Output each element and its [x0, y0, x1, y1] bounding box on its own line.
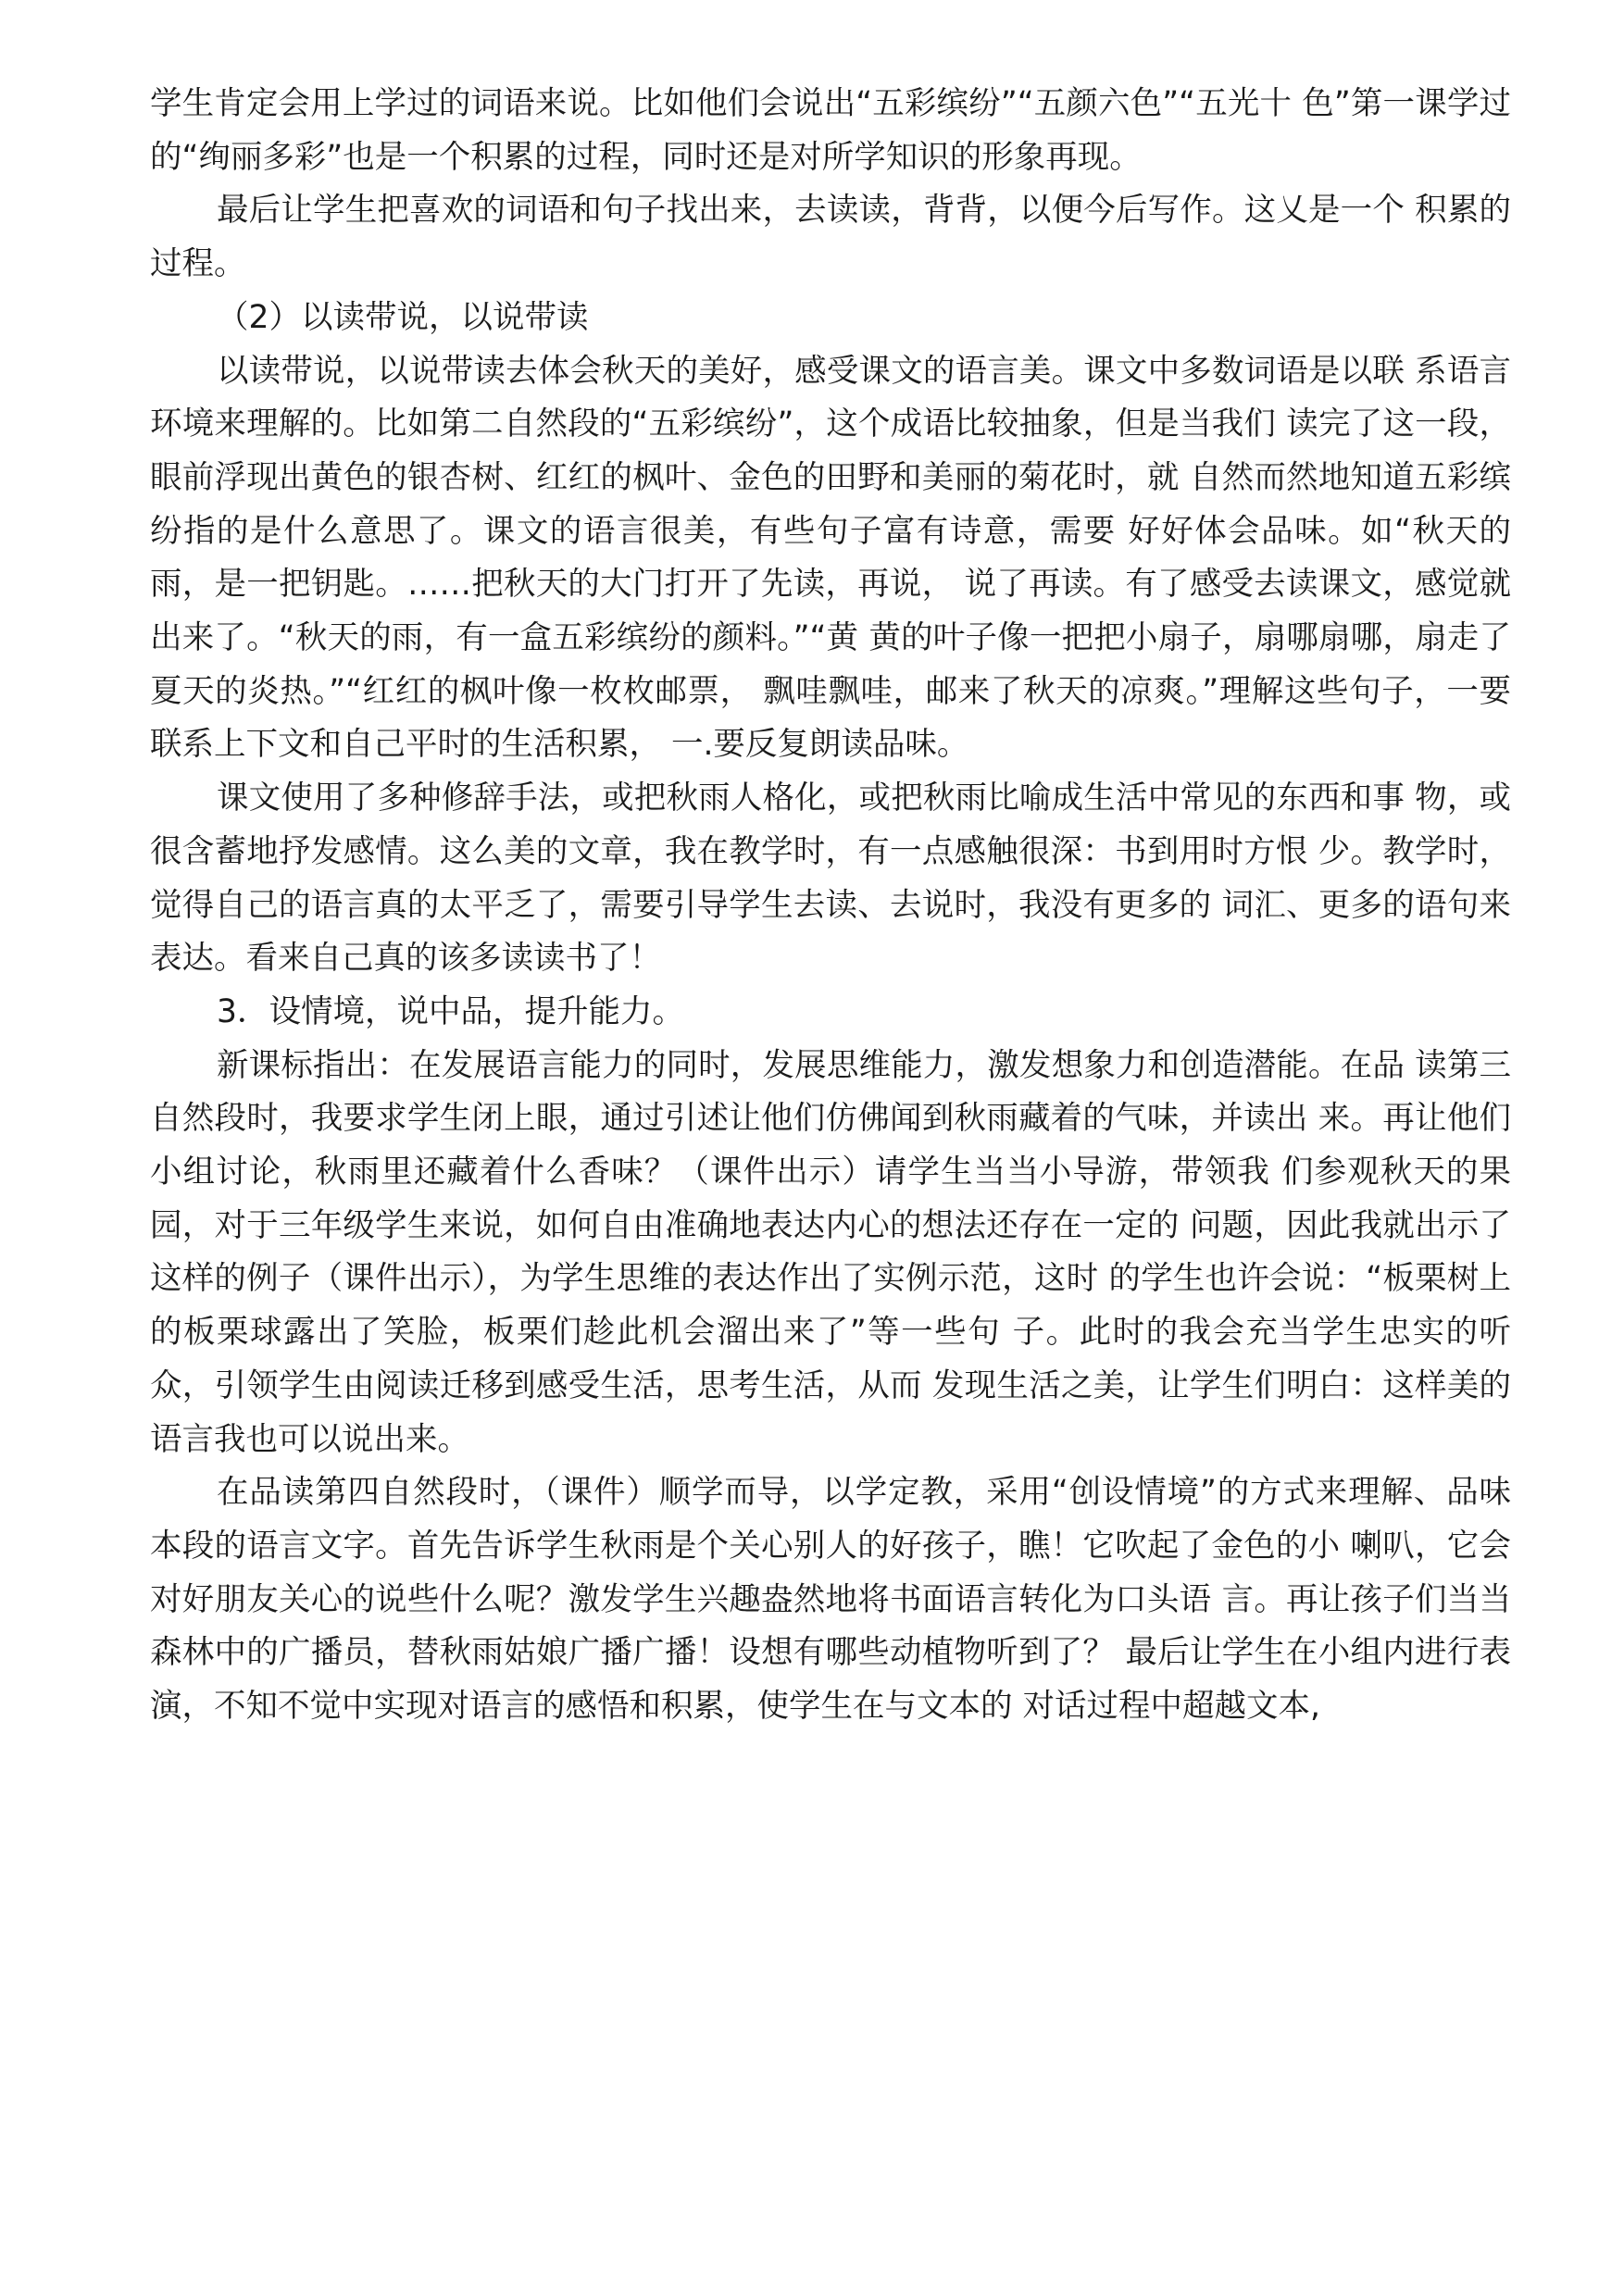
paragraph-fourth-paragraph-reading: 在品读第四自然段时，（课件）顺学而导，以学定教，采用“创设情境”的方式来理解、品味本段的语言文字。首先告诉学生秋雨是个关心别人的好孩子，瞧！它吹起了金色的小 喇叭，它会对好朋友关心的说些什么呢？激发学生兴趣盎然地将书面语言转化为口头语 言。再让孩子们当当森林中的广播员，替秋雨姑娘广播广播！设想有哪些动植物听到了？ 最后让学生在小组内进行表演，不知不觉中实现对语言的感悟和积累，使学生在与文本的 对话过程中超越文本,	[150, 1474, 1511, 1726]
paragraph-continuation: 学生肯定会用上学过的词语来说。比如他们会说出“五彩缤纷”“五颜六色”“五光十 色”第一课学过的“绚丽多彩”也是一个积累的过程，同时还是对所学知识的形象再现。	[150, 85, 1511, 176]
paragraph-rhetoric-reflection: 课文使用了多种修辞手法，或把秋雨人格化，或把秋雨比喻成生活中常见的东西和事 物，或很含蓄地抒发感情。这么美的文章，我在教学时，有一点感触很深：书到用时方恨 少。教学时，觉得自己的语言真的太平乏了，需要引导学生去读、去说时，我没有更多的 词汇、更多的语句来表达。看来自己真的该多读读书了！	[150, 780, 1511, 978]
section-heading-read-and-speak: （2）以读带说，以说带读	[217, 298, 589, 336]
paragraph-new-curriculum: 新课标指出：在发展语言能力的同时，发展思维能力，激发想象力和创造潜能。在品 读第三自然段时，我要求学生闭上眼，通过引述让他们仿佛闻到秋雨藏着的气味，并读出 来。再让他们小组讨论，秋雨里还藏着什么香味？（课件出示）请学生当当小导游，带领我 们参观秋天的果园，对于三年级学生来说，如何自由准确地表达内心的想法还存在一定的 问题，因此我就出示了这样的例子（课件出示），为学生思维的表达作出了实例示范，这时 的学生也许会说：“板栗树上的板栗球露出了笑脸，板栗们趁此机会溜出来了”等一些句 子。此时的我会充当学生忠实的听众，引领学生由阅读迁移到感受生活，思考生活，从而 发现生活之美，让学生们明白：这样美的语言我也可以说出来。	[150, 1046, 1511, 1458]
document-body	[150, 78, 1511, 1734]
section-heading-set-scenario: 3．设情境，说中品，提升能力。	[217, 992, 684, 1030]
paragraph-read-and-speak: 以读带说，以说带读去体会秋天的美好，感受课文的语言美。课文中多数词语是以联 系语言环境来理解的。比如第二自然段的“五彩缤纷”，这个成语比较抽象，但是当我们 读完了这一段，眼前浮现出黄色的银杏树、红红的枫叶、金色的田野和美丽的菊花时，就 自然而然地知道五彩缤纷指的是什么意思了。课文的语言很美，有些句子富有诗意，需要 好好体会品味。如“秋天的雨，是一把钥匙。……把秋天的大门打开了先读，再说， 说了再读。有了感受去读课文，感觉就出来了。“秋天的雨，有一盒五彩缤纷的颜料。”“黄 黄的叶子像一把把小扇子，扇哪扇哪，扇走了夏天的炎热。”“红红的枫叶像一枚枚邮票， 飘哇飘哇，邮来了秋天的凉爽。”理解这些句子，一要联系上下文和自己平时的生活积累， 一.要反复朗读品味。	[150, 352, 1511, 764]
paragraph-summary-accumulation: 最后让学生把喜欢的词语和句子找出来，去读读，背背，以便今后写作。这乂是一个 积累的过程。	[150, 192, 1511, 283]
